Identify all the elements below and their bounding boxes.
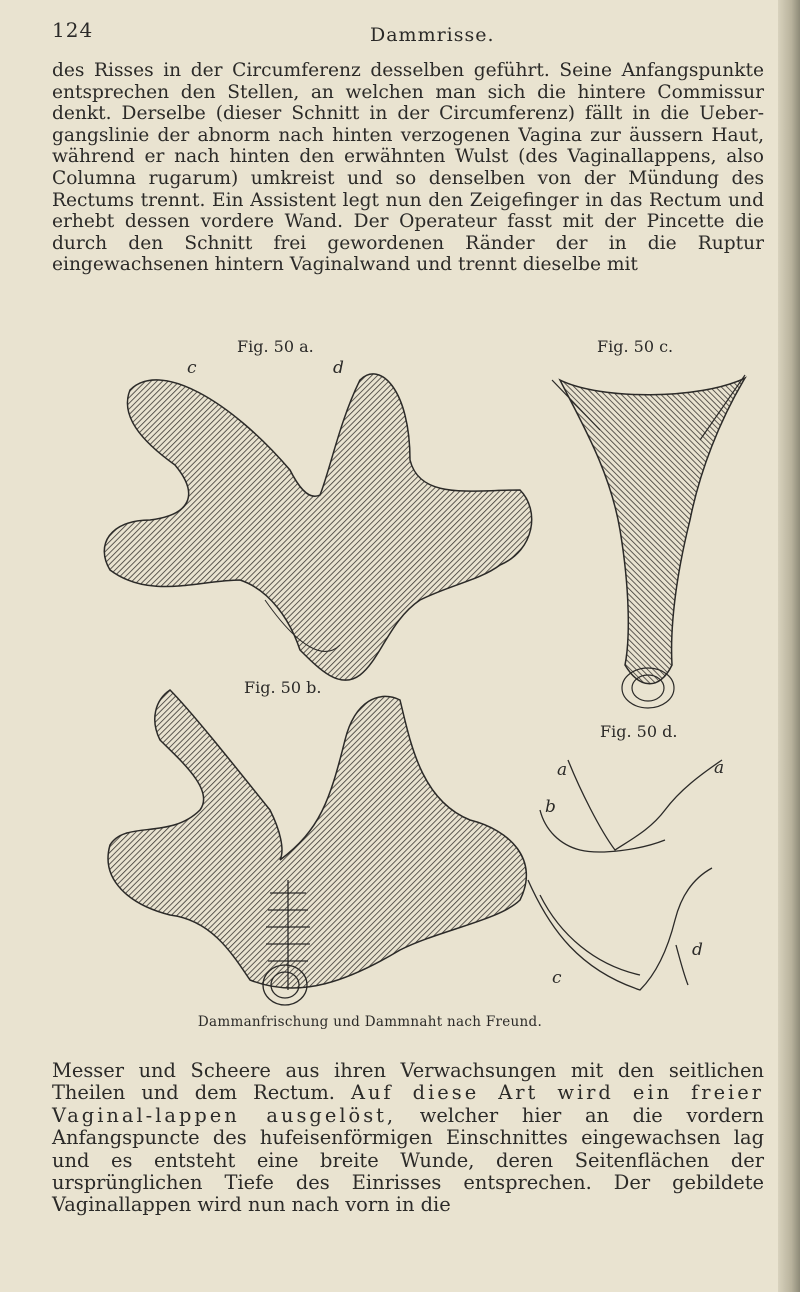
paragraph-bottom-part1: Messer und Scheere aus ihren Verwachsungen mit den seitlichen Theilen und dem Rectum.	[52, 1059, 764, 1105]
paragraph-bottom-part2: welcher hier an die vordern Anfangspuncte des hufeisenförmigen Einschnittes eingewachsen lag und es entsteht eine breite Wunde, deren Seitenflächen der ursprünglichen Tiefe des Einrisses entsprechen. Der gebildete Vaginallappen wird nun nach vorn in die	[52, 1103, 764, 1217]
figure-50b-drawing	[108, 690, 526, 1005]
fig-50a-label: Fig. 50 a.	[237, 337, 314, 356]
fig-50a-letter-d: d	[333, 358, 344, 378]
paragraph-bottom-spaced: Auf diese Art wird ein freier Vaginal-lappen ausgelöst,	[52, 1081, 764, 1127]
fig-50d-label: Fig. 50 d.	[600, 722, 678, 741]
figure-50a-drawing	[104, 374, 531, 680]
fig-50d-letter-a-right: a	[714, 758, 725, 778]
fig-50d-letter-a-left: a	[557, 760, 568, 780]
figure-50c-drawing	[552, 375, 745, 708]
fig-50d-letter-d: d	[692, 940, 703, 960]
paragraph-bottom	[52, 1060, 764, 1217]
fig-50a-letter-c: c	[187, 358, 197, 378]
figure-caption: Dammanfrischung und Dammnaht nach Freund.	[197, 1014, 543, 1030]
paragraph-top: des Risses in der Circumferenz desselben geführt. Seine Anfangspunkte entsprechen den Stellen, an welchen man sich die hintere Commissur denkt. Derselbe (dieser Schnitt in der Circumferenz) fällt in die Ueber-gangslinie der abnorm nach hinten verzogenen Vagina zur äussern Haut, während er nach hinten den erwähnten Wulst (des Vaginallappens, also Columna rugarum) umkreist und so denselben von der Mündung des Rectums trennt. Ein Assistent legt nun den Zeigefinger in das Rectum und erhebt dessen vordere Wand. Der Operateur fasst mit der Pincette die durch den Schnitt frei gewordenen Ränder der in die Ruptur eingewachsenen hintern Vaginalwand und trennt dieselbe mit	[52, 60, 764, 276]
page-number: 124	[52, 18, 94, 42]
fig-50d-letter-b: b	[545, 797, 556, 817]
fig-50b-label: Fig. 50 b.	[244, 678, 322, 697]
fig-50c-label: Fig. 50 c.	[597, 337, 674, 356]
running-title: Dammrisse.	[370, 24, 495, 46]
fig-50d-letter-c: c	[552, 968, 562, 988]
